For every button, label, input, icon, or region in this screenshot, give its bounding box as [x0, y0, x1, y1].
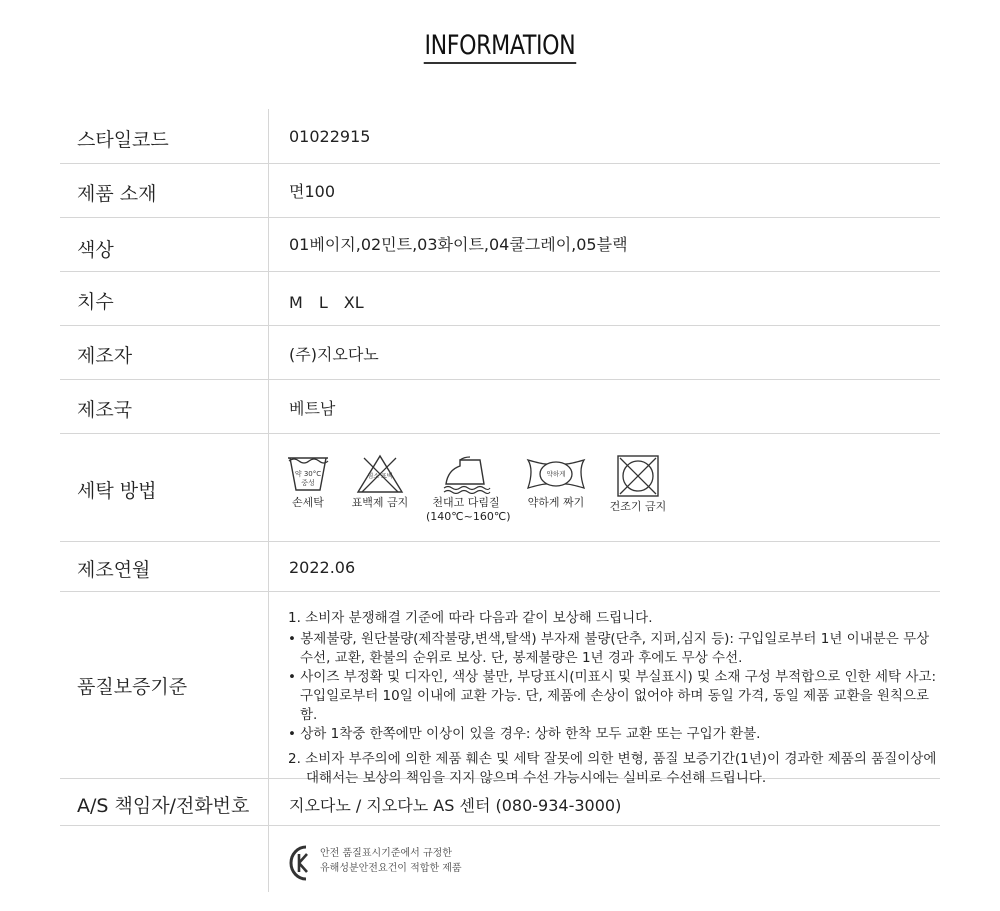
iron-icon	[440, 454, 492, 494]
hand-wash-label: 손세탁	[292, 496, 324, 509]
row-quality	[60, 592, 940, 786]
gentle-wring-text: 약하게	[546, 470, 566, 478]
color-label: 색상	[77, 239, 114, 261]
care-item-no-tumble-dry	[602, 454, 674, 514]
washing-label: 세탁 방법	[77, 480, 157, 502]
row-date	[60, 542, 940, 592]
gentle-wring-label: 약하게 짜기	[527, 496, 585, 509]
care-item-gentle-wring	[518, 454, 594, 510]
row-material	[60, 164, 940, 218]
care-item-hand-wash	[286, 454, 330, 510]
page-title: INFORMATION	[0, 30, 1000, 64]
quality-bullet-2: • 사이즈 부정확 및 디자인, 색상 불만, 부당표시(미표시 및 부실표시) 및 소재 구성 부적합으로 인한 세탁 사고: 구입일로부터 10일 이내에 교환 가능. 단, 제품에 손상이 없어야 하며 동일 가격, 동일 제품 교환을 원칙으로 함.	[288, 669, 937, 723]
row-color	[60, 218, 940, 272]
quality-bullet-3: • 상하 1착중 한쪽에만 이상이 있을 경우: 상하 한착 모두 교환 또는 구입가 환불.	[288, 726, 761, 742]
as-label: A/S 책임자/전화번호	[77, 795, 250, 817]
hand-wash-temp: 약 30°C	[294, 470, 322, 478]
kc-line-2: 유해성분안전요건이 적합한 제품	[320, 863, 462, 874]
kc-text	[320, 846, 462, 876]
size-l: L	[318, 293, 328, 312]
no-tumble-dry-icon	[616, 454, 660, 498]
material-value: 면100	[289, 182, 335, 201]
quality-item-2: 2. 소비자 부주의에 의한 제품 훼손 및 세탁 잘못에 의한 변형, 품질 보증기간(1년)이 경과한 제품의 품질이상에 대해서는 보상의 책임을 지지 않으며 수선 가능시에는 실비로 수선해 드립니다.	[288, 751, 937, 786]
as-value: 지오다노 / 지오다노 AS 센터 (080-934-3000)	[289, 796, 622, 815]
date-value: 2022.06	[289, 558, 356, 577]
row-style-code	[60, 109, 940, 164]
date-label: 제조연월	[77, 559, 151, 581]
row-washing	[60, 434, 940, 542]
size-values	[289, 293, 380, 312]
row-country	[60, 380, 940, 434]
row-kc	[60, 826, 940, 898]
gentle-wring-icon	[526, 454, 586, 494]
maker-label: 제조자	[77, 345, 133, 367]
country-label: 제조국	[77, 399, 133, 421]
size-label: 치수	[77, 291, 114, 313]
hand-wash-icon	[286, 454, 330, 494]
no-tumble-dry-label: 건조기 금지	[609, 500, 667, 513]
row-size	[60, 272, 940, 326]
size-xl: XL	[343, 293, 364, 312]
quality-label: 품질보증기준	[77, 676, 188, 698]
row-maker	[60, 326, 940, 380]
maker-value: (주)지오다노	[289, 345, 379, 364]
iron-label: 천대고 다림질	[432, 496, 500, 509]
color-value: 01베이지,02민트,03화이트,04쿨그레이,05블랙	[289, 235, 628, 254]
care-item-no-bleach	[350, 454, 410, 510]
care-item-iron	[426, 454, 511, 524]
style-code-label: 스타일코드	[77, 129, 169, 151]
iron-temp-range: (140℃~160℃)	[426, 510, 511, 523]
quality-list	[288, 609, 938, 788]
country-value: 베트남	[289, 399, 336, 418]
no-bleach-label: 표백제 금지	[351, 496, 409, 509]
style-code-value: 01022915	[289, 127, 371, 146]
no-bleach-text: 염소 표백	[367, 473, 393, 480]
kc-line-1: 안전 품질표시기준에서 규정한	[320, 848, 452, 859]
quality-item-1: 1. 소비자 분쟁해결 기준에 따라 다음과 같이 보상해 드립니다.	[288, 610, 653, 626]
info-table	[60, 109, 940, 898]
kc-mark-icon	[288, 844, 316, 882]
quality-bullet-1: • 봉제불량, 원단불량(제작불량,변색,탈색) 부자재 불량(단추, 지퍼,심지 등): 구입일로부터 1년 이내분은 무상수선, 교환, 환불의 순위로 보상. 단, 봉제불량은 1년 경과 후에도 무상 수선.	[288, 631, 930, 666]
material-label: 제품 소재	[77, 183, 157, 205]
kc-certification	[288, 844, 462, 886]
size-m: M	[289, 293, 303, 312]
row-as	[60, 779, 940, 826]
hand-wash-neutral: 중성	[301, 479, 315, 487]
no-bleach-icon	[354, 454, 406, 494]
